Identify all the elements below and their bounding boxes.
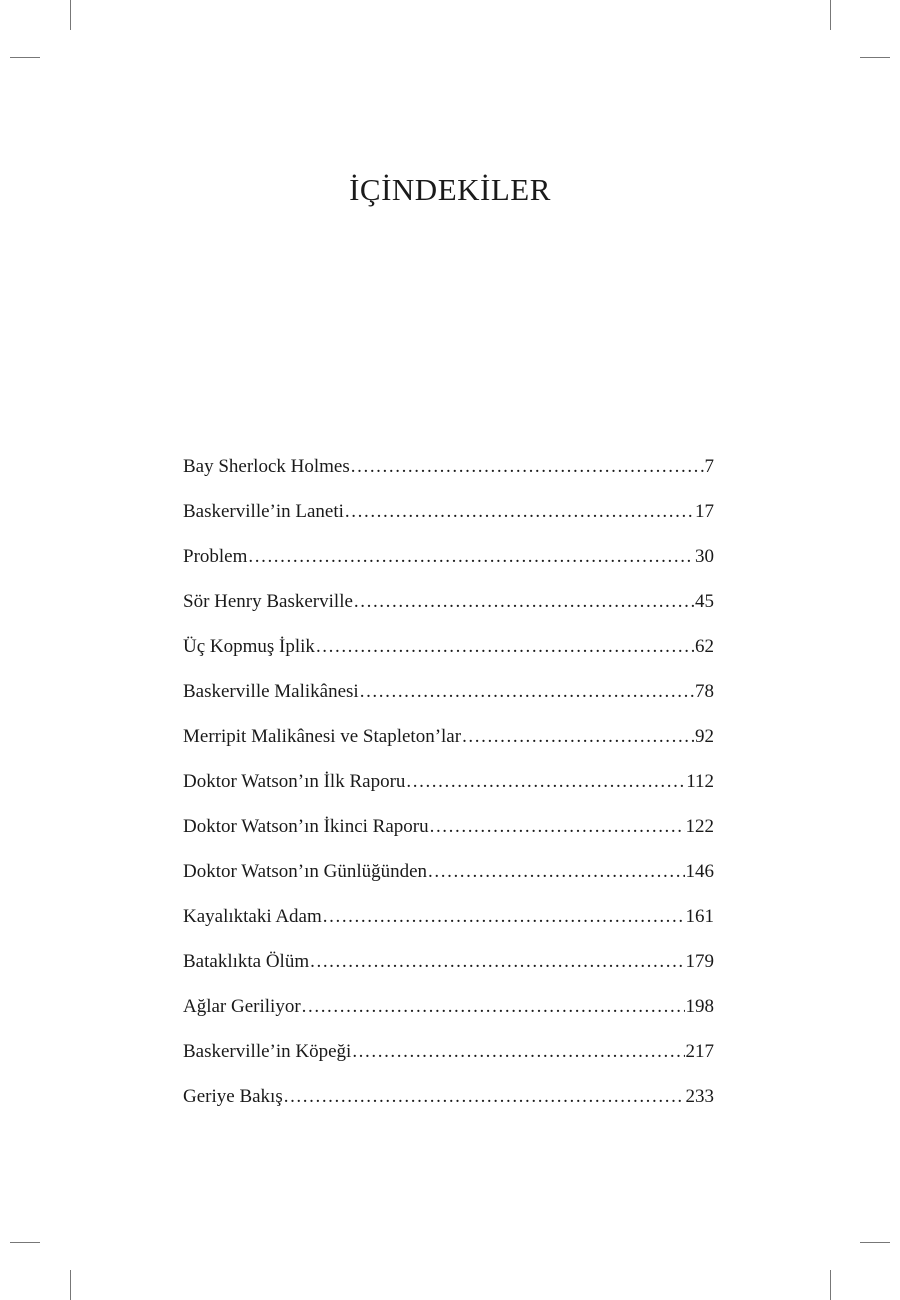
- toc-dot-leader: [360, 677, 694, 707]
- toc-entry-title: Üç Kopmuş İplik: [183, 636, 315, 657]
- toc-dot-leader: [354, 587, 694, 617]
- crop-mark-bottom-right-vertical: [830, 1270, 831, 1300]
- crop-mark-bottom-right-horizontal: [860, 1242, 890, 1243]
- toc-entry-page: 112: [686, 771, 714, 792]
- toc-dot-leader: [352, 1037, 684, 1067]
- table-of-contents: [183, 452, 714, 1127]
- toc-entry-page: 78: [695, 681, 714, 702]
- toc-entry: [183, 812, 714, 857]
- toc-entry-title: Ağlar Geriliyor: [183, 996, 301, 1017]
- toc-entry: [183, 1037, 714, 1082]
- toc-entry: [183, 632, 714, 677]
- toc-entry-page: 161: [685, 906, 714, 927]
- page-title: İÇİNDEKİLER: [349, 172, 551, 207]
- toc-entry-page: 17: [695, 501, 714, 522]
- toc-entry: [183, 722, 714, 767]
- toc-dot-leader: [345, 497, 694, 527]
- toc-entry: [183, 452, 714, 497]
- toc-entry: [183, 677, 714, 722]
- toc-entry-title: Geriye Bakış: [183, 1086, 283, 1107]
- toc-entry-page: 146: [685, 861, 714, 882]
- crop-mark-bottom-left-vertical: [70, 1270, 71, 1300]
- toc-entry-title: Baskerville’in Laneti: [183, 501, 344, 522]
- toc-entry-page: 122: [685, 816, 714, 837]
- toc-entry-page: 233: [685, 1086, 714, 1107]
- toc-entry: [183, 857, 714, 902]
- toc-entry-title: Kayalıktaki Adam: [183, 906, 322, 927]
- toc-entry-page: 30: [695, 546, 714, 567]
- toc-entry-title: Baskerville Malikânesi: [183, 681, 359, 702]
- toc-entry-page: 45: [695, 591, 714, 612]
- crop-mark-top-left-vertical: [70, 0, 71, 30]
- toc-entry-page: 179: [685, 951, 714, 972]
- toc-entry: [183, 587, 714, 632]
- toc-entry-title: Doktor Watson’ın İkinci Raporu: [183, 816, 429, 837]
- crop-mark-top-right-horizontal: [860, 57, 890, 58]
- toc-entry-title: Doktor Watson’ın Günlüğünden: [183, 861, 428, 882]
- crop-mark-bottom-left-horizontal: [10, 1242, 40, 1243]
- toc-dot-leader: [323, 902, 685, 932]
- toc-entry: [183, 542, 714, 587]
- toc-dot-leader: [302, 992, 685, 1022]
- toc-entry-title: Merripit Malikânesi ve Stapleton’lar: [183, 726, 462, 747]
- toc-entry-title: Doktor Watson’ın İlk Raporu: [183, 771, 406, 792]
- toc-entry: [183, 767, 714, 812]
- toc-entry-title: Bataklıkta Ölüm: [183, 951, 310, 972]
- toc-dot-leader: [428, 857, 684, 887]
- toc-dot-leader: [310, 947, 684, 977]
- toc-entry: [183, 992, 714, 1037]
- toc-dot-leader: [462, 722, 694, 752]
- toc-dot-leader: [351, 452, 704, 482]
- toc-entry-title: Problem: [183, 546, 248, 567]
- toc-entry-title: Bay Sherlock Holmes: [183, 456, 350, 477]
- toc-entry-page: 62: [695, 636, 714, 657]
- toc-dot-leader: [406, 767, 685, 797]
- toc-dot-leader: [284, 1082, 685, 1112]
- toc-entry-page: 7: [704, 456, 714, 477]
- crop-mark-top-left-horizontal: [10, 57, 40, 58]
- toc-entry-page: 92: [695, 726, 714, 747]
- toc-entry: [183, 947, 714, 992]
- crop-mark-top-right-vertical: [830, 0, 831, 30]
- toc-entry-page: 217: [685, 1041, 714, 1062]
- toc-entry: [183, 497, 714, 542]
- toc-dot-leader: [430, 812, 685, 842]
- toc-entry: [183, 1082, 714, 1127]
- toc-entry-title: Sör Henry Baskerville: [183, 591, 353, 612]
- toc-entry-page: 198: [685, 996, 714, 1017]
- toc-dot-leader: [316, 632, 694, 662]
- toc-dot-leader: [248, 542, 694, 572]
- toc-entry: [183, 902, 714, 947]
- toc-entry-title: Baskerville’in Köpeği: [183, 1041, 352, 1062]
